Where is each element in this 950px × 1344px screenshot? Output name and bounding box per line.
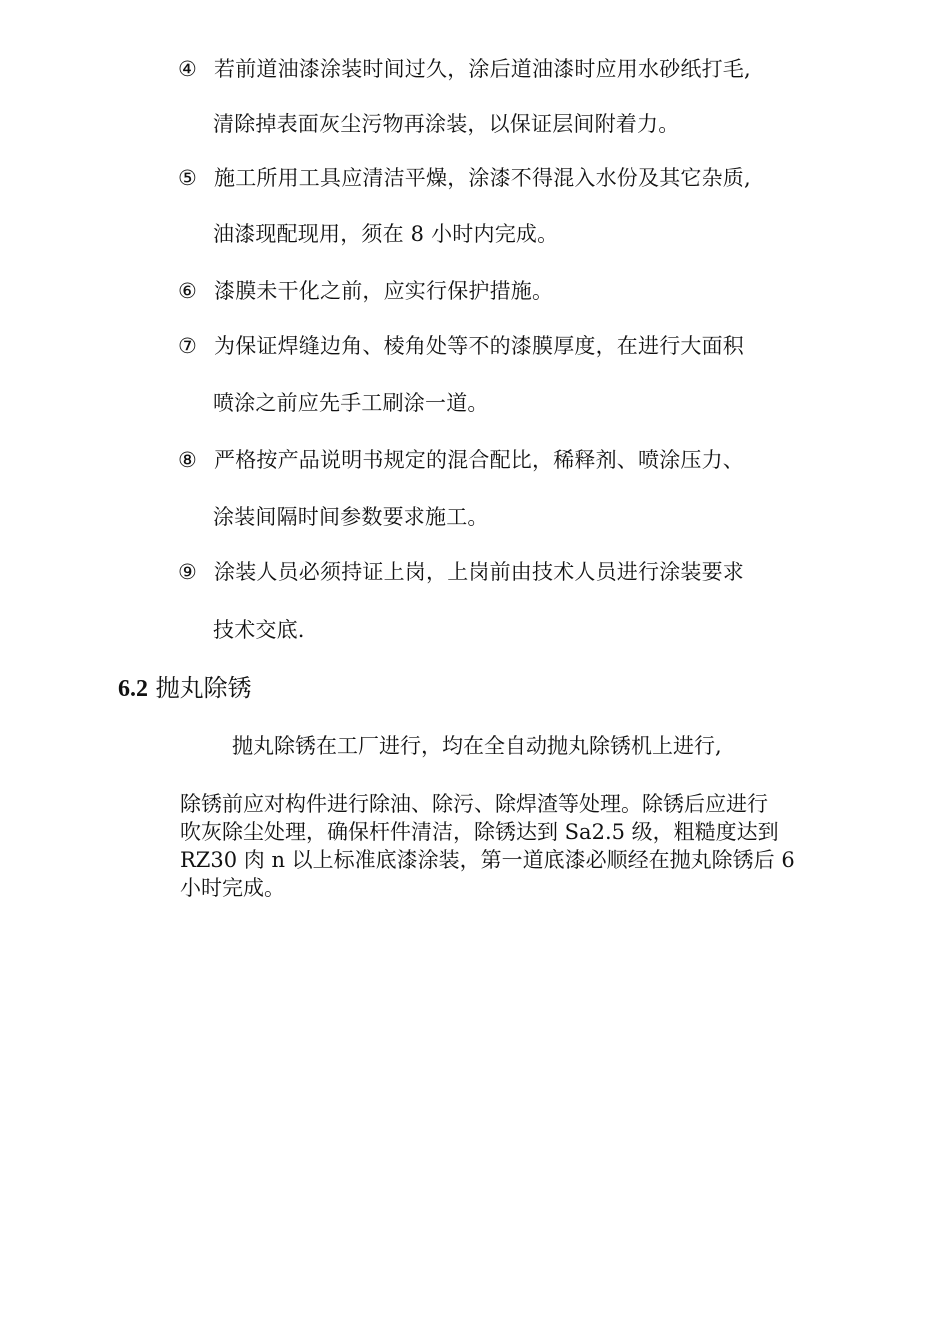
list-item-continuation: 技术交底. (213, 618, 305, 642)
paragraph-line: RZ30 肉 n 以上标准底漆涂装，第一道底漆必顺经在抛丸除锈后 6 (180, 848, 795, 872)
list-item-continuation: 涂装间隔时间参数要求施工。 (213, 505, 489, 529)
list-item (178, 164, 751, 192)
section-heading (118, 672, 252, 705)
item-number: ④ (178, 57, 198, 81)
section-title: 抛丸除锈 (155, 674, 252, 702)
item-text: 严格按产品说明书规定的混合配比，稀释剂、喷涂压力、 (214, 448, 744, 472)
section-number: 6.2 (118, 676, 148, 702)
list-item (178, 55, 751, 83)
list-item (178, 558, 744, 586)
list-item-continuation: 喷涂之前应先手工刷涂一道。 (213, 391, 489, 415)
paragraph-line: 小时完成。 (180, 876, 285, 900)
item-text: 涂装人员必须持证上岗，上岗前由技术人员进行涂装要求 (214, 560, 744, 584)
item-text: 施工所用工具应清洁平燥，涂漆不得混入水份及其它杂质, (214, 166, 751, 190)
list-item-continuation: 清除掉表面灰尘污物再涂装，以保证层间附着力。 (213, 112, 680, 136)
list-item (178, 446, 744, 474)
paragraph-line: 除锈前应对构件进行除油、除污、除焊渣等处理。除锈后应进行 (180, 792, 768, 816)
list-item (178, 277, 553, 305)
list-item (178, 332, 744, 360)
list-item-continuation: 油漆现配现用，须在 8 小时内完成。 (213, 222, 559, 246)
item-text: 为保证焊缝边角、棱角处等不的漆膜厚度，在进行大面积 (214, 334, 744, 358)
item-number: ⑧ (178, 448, 198, 472)
item-number: ⑦ (178, 334, 198, 358)
paragraph-body (180, 790, 860, 902)
item-text: 若前道油漆涂装时间过久，涂后道油漆时应用水砂纸打毛, (214, 57, 751, 81)
item-number: ⑨ (178, 560, 198, 584)
item-text: 漆膜未干化之前，应实行保护措施。 (214, 279, 554, 303)
item-number: ⑥ (178, 279, 198, 303)
paragraph-line: 吹灰除尘处理，确保杆件清洁，除锈达到 Sa2.5 级，粗糙度达到 (180, 820, 779, 844)
item-number: ⑤ (178, 166, 198, 190)
paragraph-intro: 抛丸除锈在工厂进行，均在全自动抛丸除锈机上进行, (232, 734, 722, 758)
